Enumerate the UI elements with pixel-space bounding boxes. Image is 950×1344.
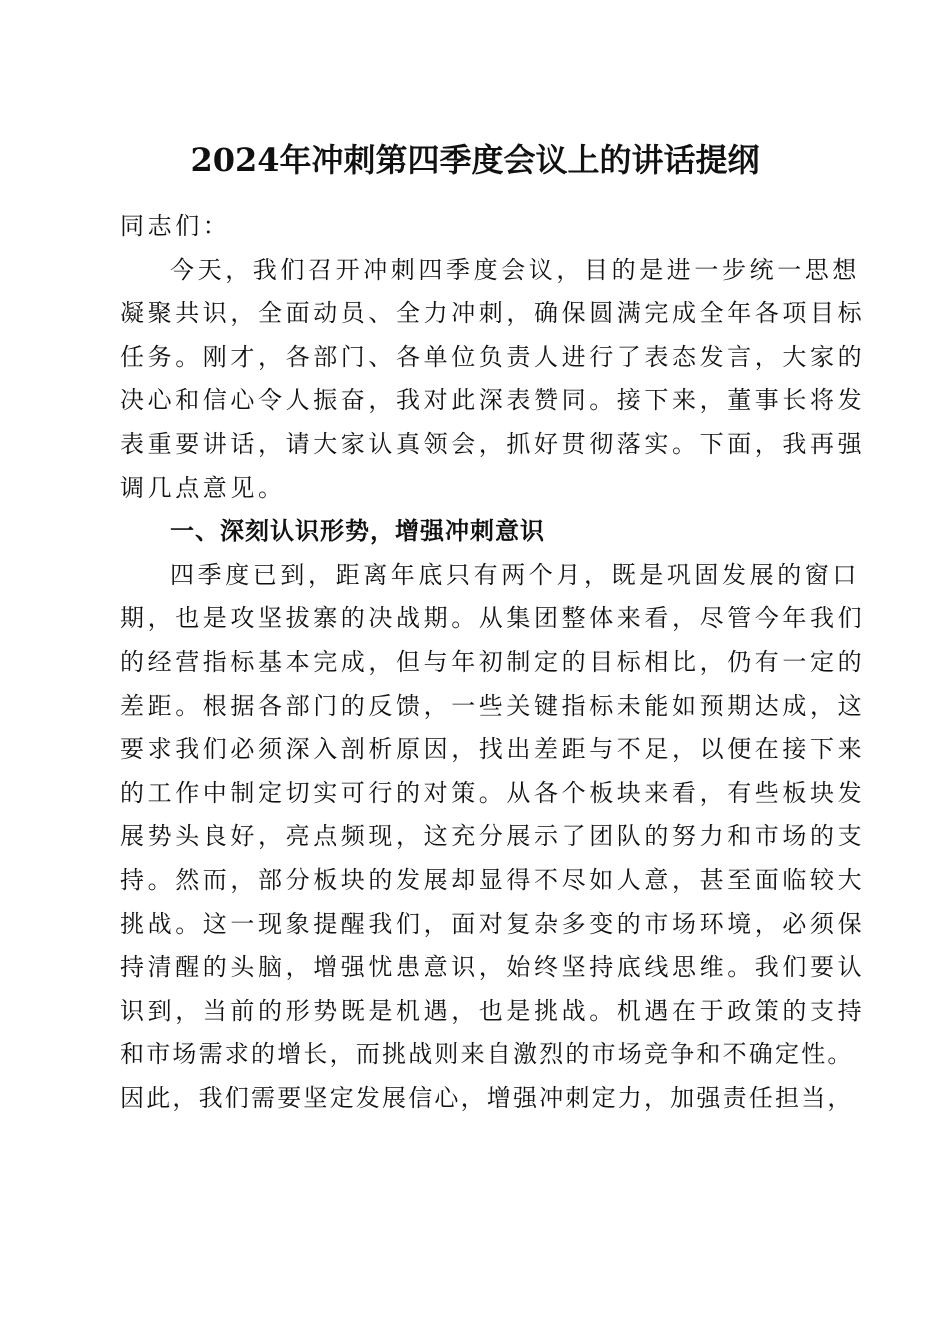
paragraph-line: 期，也是攻坚拔寨的决战期。从集团整体来看，尽管今年我们 bbox=[120, 604, 866, 633]
paragraph-line: 的经营指标基本完成，但与年初制定的目标相比，仍有一定的 bbox=[120, 647, 866, 676]
paragraph-line: 调几点意见。 bbox=[120, 473, 286, 502]
paragraph-line: 凝聚共识，全面动员、全力冲刺，确保圆满完成全年各项目标 bbox=[120, 299, 866, 328]
document-body bbox=[120, 205, 866, 1120]
paragraph-line: 今天，我们召开冲刺四季度会议，目的是进一步统一思想 bbox=[170, 255, 860, 284]
paragraph-line: 表重要讲话，请大家认真领会，抓好贯彻落实。下面，我再强 bbox=[120, 429, 866, 458]
paragraph-line: 差距。根据各部门的反馈，一些关键指标未能如预期达成，这 bbox=[120, 691, 866, 720]
salutation-line: 同志们： bbox=[120, 212, 231, 240]
paragraph-line: 持。然而，部分板块的发展却显得不尽如人意，甚至面临较大 bbox=[120, 865, 866, 894]
section-heading: 一、深刻认识形势，增强冲刺意识 bbox=[170, 517, 545, 546]
paragraph-line: 持清醒的头脑，增强忧患意识，始终坚持底线思维。我们要认 bbox=[120, 953, 866, 982]
paragraph-line: 和市场需求的增长，而挑战则来自激烈的市场竞争和不确定性。 bbox=[120, 1040, 854, 1069]
paragraph-line: 因此，我们需要坚定发展信心，增强冲刺定力，加强责任担当， bbox=[120, 1083, 854, 1112]
paragraph-line: 要求我们必须深入剖析原因，找出差距与不足，以便在接下来 bbox=[120, 735, 866, 764]
document-title: 2024年冲刺第四季度会议上的讲话提纲 bbox=[190, 141, 760, 179]
paragraph-line: 任务。刚才，各部门、各单位负责人进行了表态发言，大家的 bbox=[120, 342, 866, 371]
paragraph-line: 决心和信心令人振奋，我对此深表赞同。接下来，董事长将发 bbox=[120, 386, 866, 415]
paragraph-line: 展势头良好，亮点频现，这充分展示了团队的努力和市场的支 bbox=[120, 822, 866, 851]
paragraph-line: 识到，当前的形势既是机遇，也是挑战。机遇在于政策的支持 bbox=[120, 996, 866, 1025]
paragraph-line: 挑战。这一现象提醒我们，面对复杂多变的市场环境，必须保 bbox=[120, 909, 866, 938]
paragraph-line: 的工作中制定切实可行的对策。从各个板块来看，有些板块发 bbox=[120, 778, 866, 807]
paragraph-line: 四季度已到，距离年底只有两个月，既是巩固发展的窗口 bbox=[170, 560, 860, 589]
